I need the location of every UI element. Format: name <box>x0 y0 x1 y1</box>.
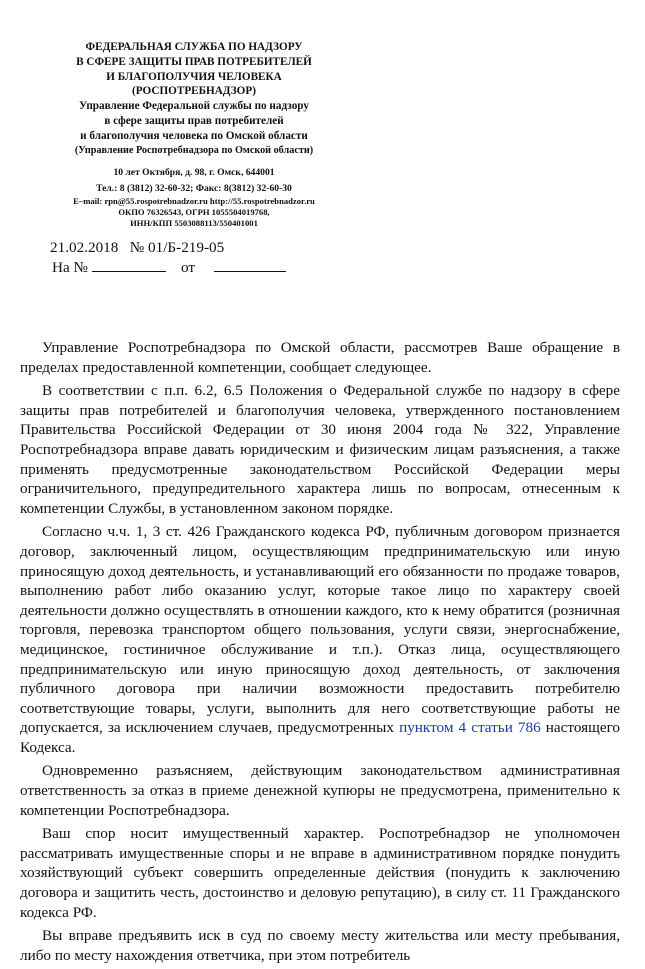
okpo-ogrn: ОКПО 76326543, ОГРН 1055504019768, <box>118 206 270 217</box>
paragraph-1: Управление Роспотребнадзора по Омской области, рассмотрев Ваше обращение в пределах предоставленной компетенции, сообщает следующее. <box>20 339 620 376</box>
paragraph-4: Одновременно разъясняем, действующим законодательством административная ответственность за отказ в приеме денежной купюры не предусмотрена, применительно к компетенции Роспотребнадзора. <box>20 762 620 819</box>
outgoing-date-number: 21.02.2018 № 01/Б-219-05 <box>50 239 225 256</box>
paragraph-6: Вы вправе предъявить иск в суд по своему месту жительства или месту пребывания, либо по месту нахождения ответчика, при этом потребитель <box>20 927 620 964</box>
na-label: На № <box>52 259 88 276</box>
office-line-2: в сфере защиты прав потребителей <box>104 114 284 127</box>
agency-line-3: И БЛАГОПОЛУЧИЯ ЧЕЛОВЕКА <box>106 70 282 83</box>
article-786-link[interactable]: пунктом 4 статьи 786 <box>399 719 541 737</box>
paragraph-3-text: Согласно ч.ч. 1, 3 ст. 426 Гражданского кодекса РФ, публичным договором признается договор, заключенный лицом, осуществляющим предпринимательскую или иную приносящую доход деятельность, и устанавливающий его обязанности по продаже товаров, выполнению работ либо оказанию услуг, которые такое лицо по характеру своей деятельности должно осуществлять в отношении каждого, кто к нему обратится (розничная торговля, перевозка транспортом общего пользования, услуги связи, энергоснабжение, медицинское, гостиничное обслуживание и т.п.). Отказ лица, осуществляющего предпринимательскую или иную приносящую доход деятельность, от заключения публичного договора при наличии возможности предоставить потребителю соответствующие товары, услуги, выполнить для него соответствующие работы не допускается, за исключением случаев, предусмотренных <box>20 523 620 737</box>
office-line-4: (Управление Роспотребнадзора по Омской области) <box>74 144 314 156</box>
ot-label: от <box>180 259 196 276</box>
paragraph-2: В соответствии с п.п. 6.2, 6.5 Положения о Федеральной службе по надзору в сфере защиты прав потребителей и благополучия человека, утвержденного постановлением Правительства Российской Федерации от 30 июня 2004 года № 322, Управление Роспотребнадзора вправе давать юридическим и физическим лицам разъяснения, а также применять предусмотренные законодательством Российской Федерации меры ограничительного, предупредительного характера лишь по вопросам, отнесенным к компетенции Службы, в установленном законом порядке. <box>20 382 620 517</box>
agency-line-1: ФЕДЕРАЛЬНАЯ СЛУЖБА ПО НАДЗОРУ <box>85 41 303 53</box>
paragraph-5: Ваш спор носит имущественный характер. Роспотребнадзор не уполномочен рассматривать имущественные споры и не вправе в административном порядке понудить хозяйствующий субъект совершить определенные действия (понудить к заключению договора и защитить честь, достоинство и деловую репутацию), в силу ст. 11 Гражданского кодекса РФ. <box>20 825 620 921</box>
letter-body <box>20 338 620 969</box>
address: 10 лет Октября, д. 98, г. Омск, 644001 <box>113 167 275 179</box>
incoming-number-blank <box>92 257 166 272</box>
paragraph-3 <box>20 522 620 757</box>
email-web: E–mail: rpn@55.rospotrebnadzor.ru http://55.rospotrebnadzor.ru <box>73 195 315 206</box>
office-line-3: и благополучия человека по Омской области <box>80 129 308 142</box>
letterhead <box>40 40 348 229</box>
incoming-reference <box>52 257 286 278</box>
agency-line-4: (РОСПОТРЕБНАДЗОР) <box>132 85 256 98</box>
inn-kpp: ИНН/КПП 5503088113/550401001 <box>130 217 258 228</box>
agency-line-2: В СФЕРЕ ЗАЩИТЫ ПРАВ ПОТРЕБИТЕЛЕЙ <box>76 55 312 68</box>
incoming-date-blank <box>214 257 286 272</box>
phone-fax: Тел.: 8 (3812) 32-60-32; Факс: 8(3812) 32-60-30 <box>96 183 292 195</box>
office-line-1: Управление Федеральной службы по надзору <box>79 100 309 113</box>
paragraph-3-tail: настоящего Кодекса. <box>20 719 621 756</box>
